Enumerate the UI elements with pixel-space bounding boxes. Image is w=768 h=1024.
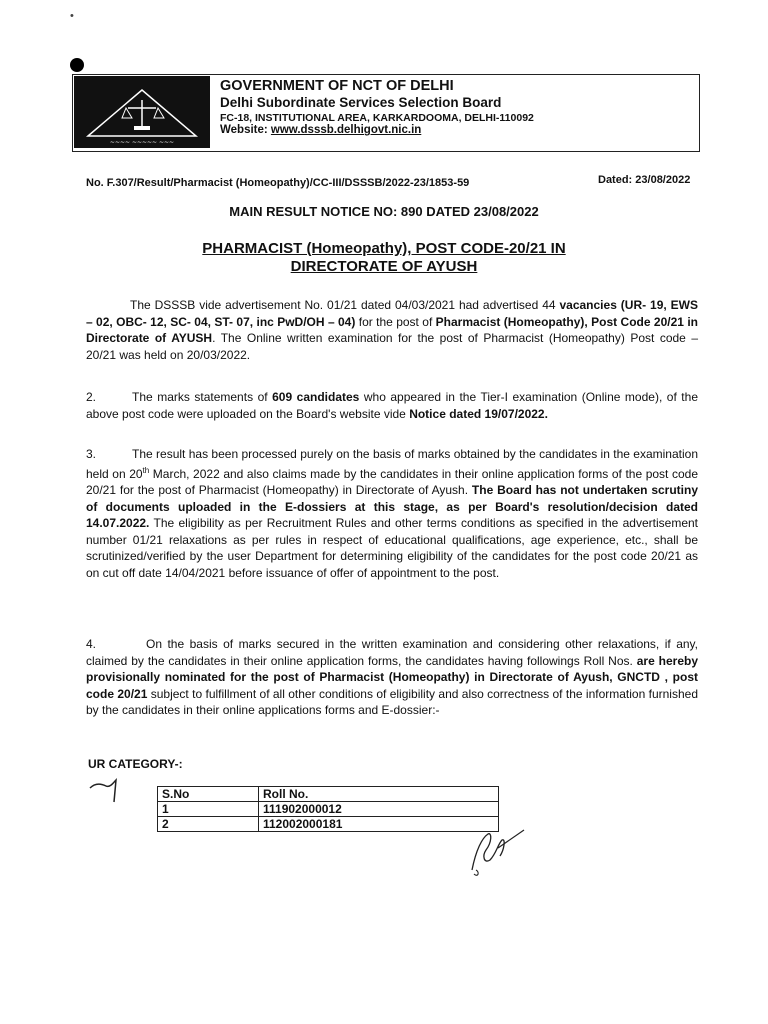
para2-candidates: 609 candidates [272, 390, 360, 404]
para4-nomination: are hereby provisionally nominated for the post of Pharmacist (Homeopathy) in Directorate of Ayush, GNCTD , post code 20/21 [86, 653, 698, 701]
letterhead-text [220, 78, 534, 138]
para4-text: On the basis of marks secured in the written examination and considering other relaxations, if any, claimed by the candidates in their online application forms, the candidates having followings Roll Nos. [86, 637, 698, 668]
paragraph-1 [86, 297, 698, 363]
website-link[interactable]: www.dsssb.delhigovt.nic.in [270, 124, 422, 137]
para3-text: The result has been processed purely on the basis of marks obtained by the candidates in the examination held on 20 [86, 447, 698, 481]
website-line [220, 124, 534, 138]
para3-text3: The eligibility as per Recruitment Rules and other terms conditions as specified in the advertisement number 01/21 relaxations as per rules in respect of educational qualifications, age experience, etc., shall be scrutinized/verified by the user Department for determining eligibility of the candidates for the post code 20/21 as on cut off date 14/04/2021 before issuance of offer of appointment to the post. [86, 516, 698, 580]
paragraph-2 [86, 389, 698, 422]
paragraph-3 [86, 446, 698, 581]
table-row [158, 802, 499, 817]
para3-text2: March, 2022 and also claims made by the candidates in their online application forms of the post code 20/21 for the post of Pharmacist (Homeopathy) in Directorate of Ayush. [86, 466, 698, 497]
para1-vacancies: vacancies (UR- 19, EWS – 02, OBC- 12, SC- 04, ST- 07, inc PwD/OH – 04) [86, 298, 698, 329]
post-title [0, 240, 768, 276]
para3-scrutiny-note: The Board has not undertaken scrutiny of documents uploaded in the E-dossiers at this stage, as per Board's resolution/decision dated 14.07.2022. [86, 483, 698, 530]
website-label: Website: [220, 124, 268, 137]
paragraph-4 [86, 636, 698, 719]
post-title-line2: DIRECTORATE OF AYUSH [290, 258, 478, 275]
para1-text3: . The Online written examination for the post of Pharmacist (Homeopathy) Post code – 20/21 was held on 20/03/2022. [86, 331, 698, 362]
scan-mark: • [70, 10, 74, 22]
board-address: FC-18, INSTITUTIONAL AREA, KARKARDOOMA, DELHI-110092 [220, 111, 534, 124]
para1-post: Pharmacist (Homeopathy), Post Code 20/21 in Directorate of AYUSH [86, 314, 699, 345]
para3-superscript: th [142, 465, 150, 475]
dsssb-logo [74, 76, 210, 148]
board-name: Delhi Subordinate Services Selection Board [220, 95, 502, 111]
para2-text2: who appeared in the Tier-I examination (Online mode), of the above post code were uploaded on the Board's website vide [86, 390, 698, 421]
para1-text: The DSSSB vide advertisement No. 01/21 dated 04/03/2021 had advertised 44 [130, 298, 560, 312]
handwritten-signature [462, 820, 532, 880]
table-row [158, 817, 499, 832]
cell-roll: 111902000012 [259, 802, 499, 817]
handwritten-mark [86, 776, 126, 811]
table-header-row [158, 787, 499, 802]
svg-text:~~~~ ~~~~~ ~~~: ~~~~ ~~~~~ ~~~ [109, 139, 175, 146]
para3-number: 3. [86, 447, 97, 461]
punch-hole-dot [70, 58, 84, 72]
org-name: GOVERNMENT OF NCT OF DELHI [220, 78, 454, 94]
cell-sno: 2 [158, 817, 259, 832]
category-heading: UR CATEGORY-: [88, 757, 183, 771]
post-title-line1: PHARMACIST (Homeopathy), POST CODE-20/21 IN [202, 240, 566, 257]
reference-number: No. F.307/Result/Pharmacist (Homeopathy)/CC-III/DSSSB/2022-23/1853-59 [86, 177, 470, 189]
cell-sno: 1 [158, 802, 259, 817]
para2-text: The marks statements of [132, 390, 273, 404]
para4-text2: subject to fulfillment of all other conditions of eligibility and also correctness of the information furnished by the candidates in their online applications forms and E-dossier:- [86, 686, 698, 717]
para4-number: 4. [86, 637, 97, 651]
col-header-roll: Roll No. [259, 787, 499, 802]
cell-roll: 112002000181 [259, 817, 499, 832]
para2-notice-date: Notice dated 19/07/2022. [409, 406, 548, 421]
para1-text2: for the post of [355, 314, 436, 329]
notice-title: MAIN RESULT NOTICE NO: 890 DATED 23/08/2022 [229, 204, 539, 219]
col-header-sno: S.No [158, 787, 259, 802]
issue-date: Dated: 23/08/2022 [598, 174, 691, 186]
roll-number-table [157, 786, 499, 832]
para2-number: 2. [86, 390, 97, 404]
